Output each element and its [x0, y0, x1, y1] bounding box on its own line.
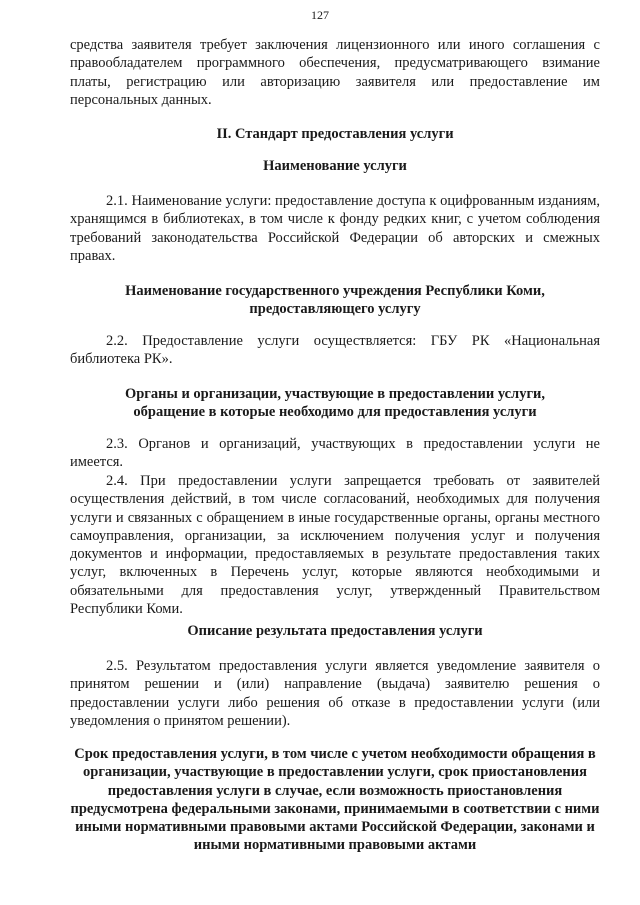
heading-result: Описание результата предоставления услуги — [187, 623, 483, 639]
intro-paragraph: средства заявителя требует заключения лицензионного или иного соглашения с правообладателем программного обеспечения, предусматривающего взимание платы, регистрацию или авторизацию заявителя или предоставление им персональных данных. — [70, 37, 600, 108]
heading-bodies-block — [70, 385, 600, 422]
paragraph-2-5: 2.5. Результатом предоставления услуги является уведомление заявителя о принятом решении и (или) направление (выдача) заявителю решения о предоставлении услуги либо решения об отказе в предоставлении услуги (или уведомления о принятом решении). — [70, 658, 600, 729]
heading-institution-line2: предоставляющего услугу — [249, 301, 421, 318]
heading-bodies-line2: обращение в которые необходимо для предоставления услуги — [133, 404, 537, 421]
para-2-5-block — [70, 657, 600, 730]
heading-bodies-line1: Органы и организации, участвующие в предоставлении услуги, — [124, 386, 546, 402]
para-2-2-block — [70, 332, 600, 369]
intro-paragraph-block — [70, 36, 600, 109]
heading-term-block — [70, 745, 600, 855]
heading-service-name: Наименование услуги — [263, 158, 407, 174]
para-2-4-block — [70, 472, 600, 618]
heading-bodies — [70, 385, 600, 422]
heading-result-block — [70, 622, 600, 640]
heading-service-name-block — [70, 157, 600, 175]
heading-term: Срок предоставления услуги, в том числе с учетом необходимости обращения в организации, участвующие в предоставлении услуги, срок приостановления предоставления услуги в случае, если возможность приостановления предусмотрена федеральными законами, принимаемыми в соответствии с ними иными нормативными правовыми актами Российской Федерации, законами и иными нормативными правовыми актами — [70, 746, 600, 854]
page-number: 127 — [311, 8, 329, 22]
para-2-1-block — [70, 192, 600, 265]
paragraph-2-1: 2.1. Наименование услуги: предоставление доступа к оцифрованным изданиям, хранящимся в библиотеках, в том числе к фонду редких книг, с учетом соблюдения требований законодательства Российской Федерации об авторских и смежных правах. — [70, 193, 600, 264]
paragraph-2-3: 2.3. Органов и организаций, участвующих в предоставлении услуги не имеется. — [70, 436, 600, 471]
heading-institution-block — [70, 282, 600, 319]
paragraph-2-2: 2.2. Предоставление услуги осуществляется: ГБУ РК «Национальная библиотека РК». — [70, 333, 600, 368]
heading-institution — [70, 282, 600, 319]
section-title: II. Стандарт предоставления услуги — [216, 126, 454, 142]
section-title-block — [70, 125, 600, 143]
heading-institution-line1: Наименование государственного учреждения Республики Коми, — [125, 283, 545, 299]
para-2-3-block — [70, 435, 600, 472]
paragraph-2-4: 2.4. При предоставлении услуги запрещается требовать от заявителей осуществления действий, в том числе согласований, необходимых для получения услуги и связанных с обращением в иные государственные органы, органы местного самоуправления, организации, за исключением получения услуг и получения документов и информации, предоставляемых в результате предоставления таких услуг, включенных в Перечень услуг, которые являются необходимыми и обязательными для предоставления услуг, утвержденный Правительством Республики Коми. — [70, 473, 600, 618]
